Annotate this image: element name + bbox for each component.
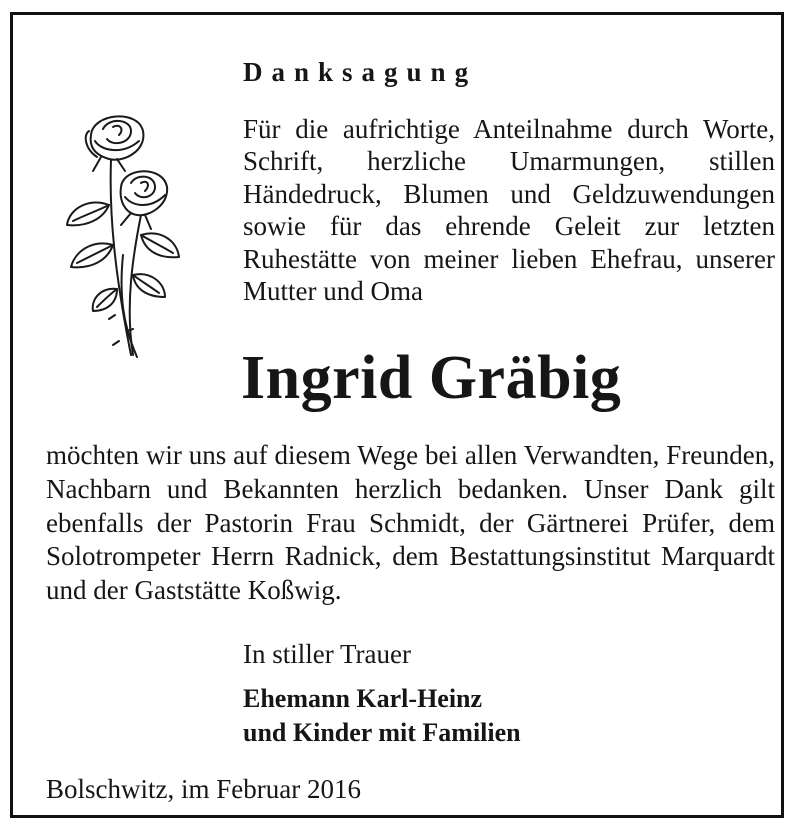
thanks-paragraph: möchten wir uns auf diesem Wege bei allen Verwandten, Freunden, Nachbarn und Bekannten herzlich bedanken. Unser Dank gilt ebenfalls der Pastorin Frau Schmidt, der Gärtnerei Prüfer, dem Solotrompeter Herrn Radnick, dem Bestattungsinstitut Marquardt und der Gaststätte Koßwig. [46, 440, 775, 606]
signer-line-2: und Kinder mit Familien [243, 718, 521, 747]
signer-line-1: Ehemann Karl-Heinz [243, 684, 483, 713]
notice-title: Danksagung [243, 57, 478, 87]
intro-paragraph: Für die aufrichtige Anteilnahme durch Worte, Schrift, herzliche Umarmungen, stillen Händedruck, Blumen und Geldzuwendungen sowie für das ehrende Geleit zur letzten Ruhestätte von meiner lieben Ehefrau, unserer Mutter und Oma [243, 114, 775, 307]
place-date: Bolschwitz, im Februar 2016 [46, 774, 361, 804]
mourning-line: In stiller Trauer [243, 639, 411, 669]
notice-frame [10, 12, 784, 818]
rose-icon [53, 105, 183, 365]
deceased-name: Ingrid Gräbig [241, 344, 622, 412]
